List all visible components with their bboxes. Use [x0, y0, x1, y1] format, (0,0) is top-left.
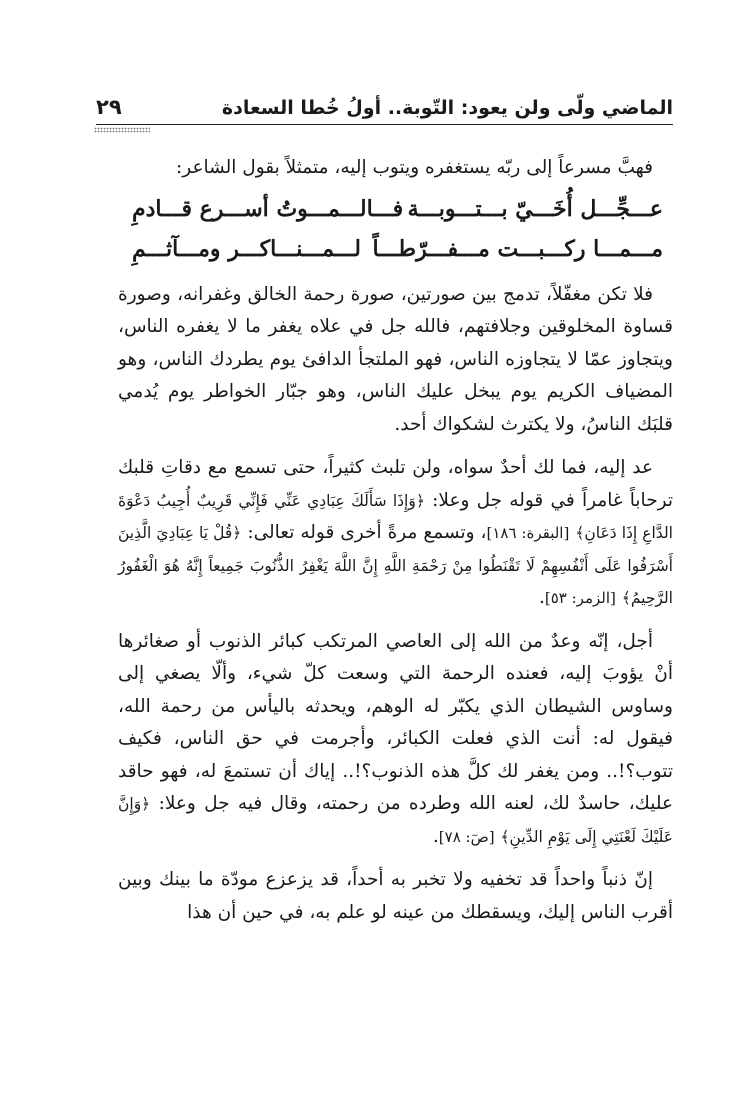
paragraph-4: إنّ ذنباً واحداً قد تخفيه ولا تخبر به أحداً، قد يزعزع مودّة ما بينك وبين أقرب الناس إليك، ويسقطك من عينه لو علم به، في حين أن هذا — [118, 869, 673, 923]
paragraph-2 — [118, 452, 673, 615]
paragraph-text: ، وتسمع مرةً أخرى قوله تعالى: — [247, 522, 487, 543]
quran-reference: [البقرة: ١٨٦] — [486, 524, 570, 542]
page-body — [118, 152, 673, 940]
verse-hemistich: عـــجِّـــل أُخَـــيّ بـــتـــوبـــة — [407, 195, 663, 222]
chapter-title: الماضي ولّى ولن يعود: التّوبة.. أولُ خُطا السعادة — [221, 97, 673, 119]
quran-quote: ﴿قُلْ يَا عِبَادِيَ الَّذِينَ أَسْرَفُوا عَلَى أَنْفُسِهِمْ لَا تَقْنَطُوا مِنْ رَحْمَةِ اللَّهِ إِنَّ اللَّهَ يَغْفِرُ الذُّنُوبَ جَمِيعاً إِنَّهُ هُوَ الْغَفُورُ الرَّحِيمُ﴾ — [118, 524, 673, 607]
intro-paragraph: فهبَّ مسرعاً إلى ربّه يستغفره ويتوب إليه، متمثلاً بقول الشاعر: — [176, 157, 653, 178]
paragraph-text: . — [538, 587, 545, 608]
quran-reference: [صٓ: ٧٨] — [438, 827, 495, 846]
paragraph-text: عد إليه، فما لك أحدٌ سواه، ولن تلبث كثيراً، حتى تسمع مع دقاتِ قلبك ترحاباً غامراً في قوله جل وعلا: — [118, 457, 673, 511]
header-ornament — [94, 127, 150, 133]
paragraph-1: فلا تكن مغفّلاً، تدمج بين صورتين، صورة رحمة الخالق وغفرانه، وصورة قساوة المخلوقين وجلافتهم، فالله جل في علاه يغفر ما لا يغفره الناس، ويتجاوز عمّا لا يتجاوزه الناس، فهو الملتجأ الدافئ يوم يطردك الناس، وهو المضياف الكريم يوم يبخل عليك الناس، وهو جبّار الخواطر يوم يُدمي قلبَك الناسُ، ولا يكترث لشكواك أحد. — [118, 283, 673, 435]
running-header — [96, 84, 673, 124]
verse-line-1 — [132, 189, 663, 229]
paragraph-3 — [118, 626, 673, 854]
header-rule — [96, 124, 673, 125]
paragraph-text: . — [432, 825, 439, 847]
poetry-verse — [132, 189, 663, 269]
quran-reference: [الزمر: ٥٣] — [544, 589, 616, 607]
quran-quote: ﴿وَإِذَا سَأَلَكَ عِبَادِي عَنِّي فَإِنِّي قَرِيبٌ أُجِيبُ دَعْوَةَ الدَّاعِ إِذَا دَعَانِ﴾ — [118, 491, 673, 542]
page-number: ٢٩ — [96, 95, 122, 119]
quran-quote: ﴿وَإِنَّ عَلَيْكَ لَعْنَتِي إِلَى يَوْمِ الدِّينِ﴾ — [118, 795, 673, 846]
verse-hemistich: فـــالـــمـــوتُ أســـرع قـــادمِ — [132, 195, 404, 222]
verse-line-2 — [132, 229, 663, 269]
paragraph-text: أجل، إنّه وعدٌ من الله إلى العاصي المرتكب كبائر الذنوب أو صغائرها أنْ يؤوبَ إليه، فعنده الرحمة التي وسعت كلّ شيء، وألّا يصغي إلى وساوس الشيطان الذي يكبّر له الوهم، ويحدثه باليأس من رحمة الله، فيقول له: أنت الذي فعلت الكبائر، وأجرمت في حق الناس، فكيف تتوب؟!.. ومن يغفر لك كلَّ هذه الذنوب؟!.. إياك أن تستمعَ له، فهو حاقد عليك، حاسدٌ لك، لعنه الله وطرده من رحمته، وقال فيه جل وعلا: — [118, 630, 673, 814]
verse-hemistich: لـــمـــنـــاكـــر ومـــآثـــمِ — [132, 235, 361, 262]
verse-hemistich: مـــمـــا ركـــبـــت مـــفـــرّطـــاً — [372, 235, 663, 262]
